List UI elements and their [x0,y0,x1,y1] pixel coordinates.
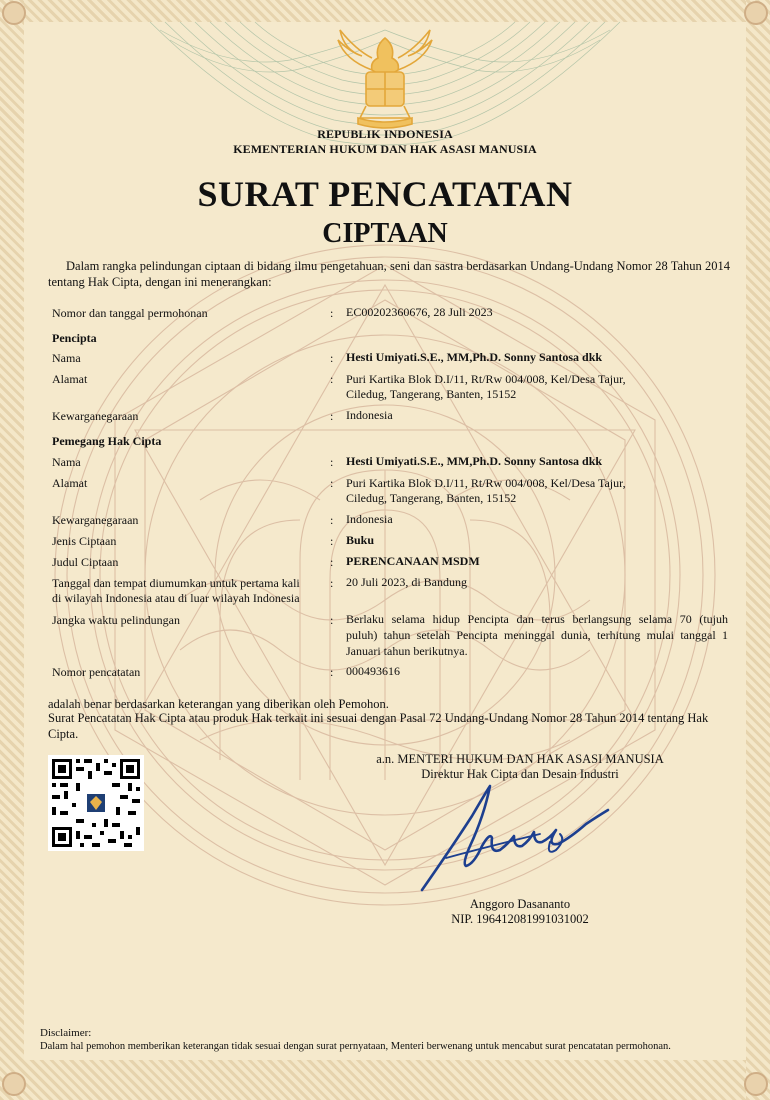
field-value-creator-name: Hesti Umiyati.S.E., MM,Ph.D. Sonny Santosa dkk [346,350,603,364]
field-value-holder-address-1: Puri Kartika Blok D.I/11, Rt/Rw 004/008, Kel/Desa Tajur, [346,476,626,490]
field-colon: : [330,372,334,386]
field-colon: : [330,455,334,469]
field-value-protection-term-1: Berlaku selama hidup Pencipta dan terus berlangsung selama 70 (tujuh [346,612,728,626]
field-value-protection-term-2: puluh) tahun setelah Pencipta meninggal dunia, terhitung mulai tanggal 1 [346,628,728,642]
field-colon: : [330,409,334,423]
field-label-creator-address: Alamat [52,372,88,386]
field-colon: : [330,306,334,320]
qr-code [48,755,144,851]
disclaimer-text: Dalam hal pemohon memberikan keterangan tidak sesuai dengan surat pernyataan, Menteri berwenang untuk mencabut surat pencatatan permohonan. [40,1041,671,1052]
field-label-record-number: Nomor pencatatan [52,665,141,679]
field-value-creator-nationality: Indonesia [346,408,393,422]
signatory-name: Anggoro Dasananto [469,897,571,911]
field-label-holder-name: Nama [52,455,81,469]
field-label-announcement-2: di wilayah Indonesia atau di luar wilayah Indonesia [52,591,300,605]
handwritten-signature [410,780,620,895]
field-label-holder-address: Alamat [52,476,88,490]
field-value-record-number: 000493616 [346,664,400,678]
field-value-holder-address-2: Ciledug, Tangerang, Banten, 15152 [346,491,517,505]
field-colon: : [330,534,334,548]
field-label-work-title: Judul Ciptaan [52,555,119,569]
field-colon: : [330,476,334,490]
field-label-announcement-1: Tanggal dan tempat diumumkan untuk pertama kali [52,576,300,590]
field-value-creator-address-2: Ciledug, Tangerang, Banten, 15152 [346,387,517,401]
field-colon: : [330,576,334,590]
field-colon: : [330,555,334,569]
closing-statement: adalah benar berdasarkan keterangan yang diberikan oleh Pemohon. [48,697,389,711]
field-label-holder-nationality: Kewarganegaraan [52,513,139,527]
field-label-creator-name: Nama [52,351,81,365]
field-label-creator-nationality: Kewarganegaraan [52,409,139,423]
signatory-position: Direktur Hak Cipta dan Desain Industri [421,767,619,781]
field-value-protection-term-3: Januari tahun berikutnya. [346,644,468,658]
field-value-application: EC00202360676, 28 Juli 2023 [346,305,493,319]
field-value-creator-address-1: Puri Kartika Blok D.I/11, Rt/Rw 004/008, Kel/Desa Tajur, [346,372,626,386]
disclaimer-heading: Disclaimer: [40,1027,92,1039]
field-value-holder-nationality: Indonesia [346,512,393,526]
field-label-application: Nomor dan tanggal permohonan [52,306,208,320]
country-name: REPUBLIK INDONESIA [317,127,453,141]
qr-code-icon [48,755,144,851]
field-colon: : [330,513,334,527]
field-colon: : [330,665,334,679]
section-heading-creator: Pencipta [52,331,97,345]
document-subtitle: CIPTAAN [322,218,448,249]
document-title: SURAT PENCATATAN [197,174,573,214]
field-value-announcement: 20 Juli 2023, di Bandung [346,575,468,589]
garuda-emblem [338,30,432,128]
field-value-holder-name: Hesti Umiyati.S.E., MM,Ph.D. Sonny Santosa dkk [346,454,603,468]
field-colon: : [330,351,334,365]
section-heading-holder: Pemegang Hak Cipta [52,434,162,448]
intro-paragraph: Dalam rangka pelindungan ciptaan di bidang ilmu pengetahuan, seni dan sastra berdasarkan Undang-Undang Nomor 28 Tahun 2014 tentang Hak Cipta, dengan ini menerangkan: [48,259,730,289]
signatory-nip: NIP. 196412081991031002 [451,912,589,926]
signatory-on-behalf: a.n. MENTERI HUKUM DAN HAK ASASI MANUSIA [376,752,664,766]
field-value-work-type: Buku [346,533,375,547]
closing-legal-basis: Surat Pencatatan Hak Cipta atau produk Hak terkait ini sesuai dengan Pasal 72 Undang-Undang Nomor 28 Tahun 2014 tentang Hak Cipta. [48,711,709,741]
field-colon: : [330,613,334,627]
ministry-name: KEMENTERIAN HUKUM DAN HAK ASASI MANUSIA [233,142,537,156]
field-label-work-type: Jenis Ciptaan [52,534,117,548]
field-label-protection-term: Jangka waktu pelindungan [52,613,180,627]
field-value-work-title: PERENCANAAN MSDM [346,554,480,568]
